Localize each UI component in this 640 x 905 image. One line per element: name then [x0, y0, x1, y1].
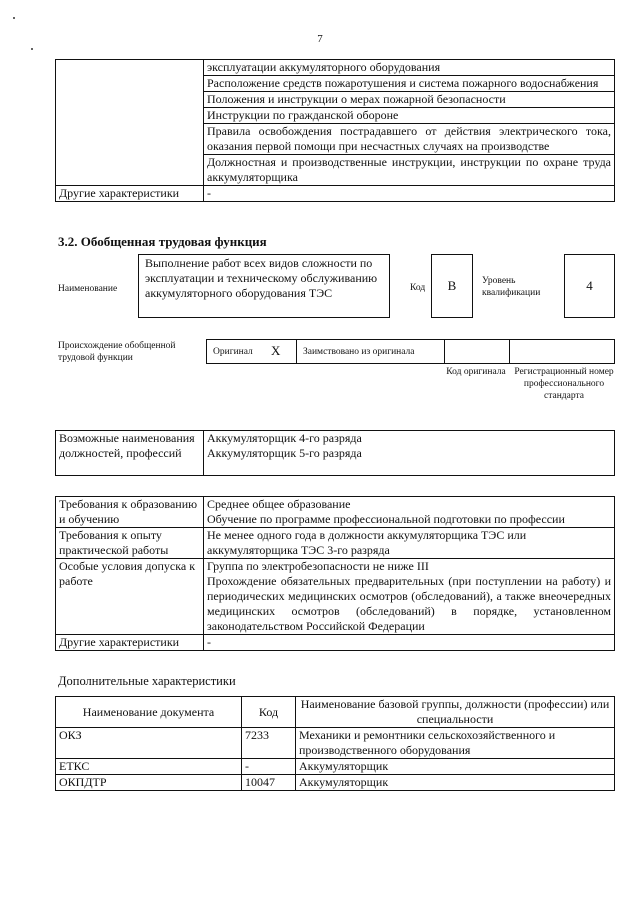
origin-divider [509, 340, 510, 363]
original-mark: X [271, 343, 281, 358]
table-row [56, 431, 615, 476]
table-label: Возможные наименования должностей, профессий [56, 431, 204, 476]
code-box [431, 254, 473, 318]
function-name-box [138, 254, 390, 318]
function-name: Выполнение работ всех видов сложности по эксплуатации и техническому обслуживанию аккумуляторного оборудования ТЭС [145, 256, 378, 300]
table-cell [204, 497, 615, 528]
scan-dot [31, 48, 33, 50]
origin-row [206, 339, 615, 364]
additional-table [55, 696, 615, 791]
table-row [56, 186, 615, 202]
table-row [56, 635, 615, 651]
table-row [56, 759, 615, 775]
requirement-item: Группа по электробезопасности не ниже III [207, 559, 429, 573]
table-cell: Не менее одного года в должности аккумуляторщика ТЭС или аккумуляторщика ТЭС 3-го разряда [204, 528, 615, 559]
table-cell: Положения и инструкции о мерах пожарной безопасности [204, 92, 615, 108]
table-cell: Механики и ремонтники сельскохозяйственного и производственного оборудования [296, 728, 615, 759]
origin-label: Происхождение обобщенной трудовой функции [58, 341, 176, 363]
table-cell: ОКПДТР [56, 775, 242, 791]
level-box [564, 254, 615, 318]
additional-title: Дополнительные характеристики [58, 674, 236, 688]
column-header: Код [242, 697, 296, 728]
table-label: Требования к опыту практической работы [56, 528, 204, 559]
table-label: Требования к образованию и обучению [56, 497, 204, 528]
code-original-label: Код оригинала [446, 367, 506, 377]
table-label: Другие характеристики [56, 635, 204, 651]
table-cell: Должностная и производственные инструкции, инструкции по охране труда аккумуляторщика [204, 155, 615, 186]
section-title: 3.2. Обобщенная трудовая функция [58, 234, 267, 249]
table-cell: Инструкции по гражданской обороне [204, 108, 615, 124]
page-number: 7 [317, 33, 323, 45]
borrowed-label: Заимствовано из оригинала [303, 347, 415, 357]
table-row [56, 775, 615, 791]
table-header-row [56, 697, 615, 728]
table-cell [204, 431, 615, 476]
table-cell: 10047 [242, 775, 296, 791]
requirement-item: Обучение по программе профессиональной подготовки по профессии [207, 512, 565, 526]
table-cell: 7233 [242, 728, 296, 759]
table-cell: Расположение средств пожаротушения и система пожарного водоснабжения [204, 76, 615, 92]
table-row [56, 528, 615, 559]
code-label: Код [410, 283, 426, 293]
table-cell: - [242, 759, 296, 775]
empty-label-cell [56, 60, 204, 186]
level-label: Уровень квалификации [482, 276, 541, 298]
requirements-table [55, 496, 615, 651]
table-row [56, 559, 615, 635]
table-row [56, 497, 615, 528]
reg-number-label: Регистрационный номер профессионального стандарта [514, 367, 614, 401]
table-cell: ЕТКС [56, 759, 242, 775]
positions-table [55, 430, 615, 476]
code-value: В [447, 278, 457, 293]
table-cell: - [204, 186, 615, 202]
position-item: Аккумуляторщик 5-го разряда [207, 446, 362, 460]
column-header: Наименование базовой группы, должности (профессии) или специальности [296, 697, 615, 728]
scan-dot [13, 17, 15, 19]
table-label: Особые условия допуска к работе [56, 559, 204, 635]
table-cell: Правила освобождения пострадавшего от действия электрического тока, оказания первой помощи при несчастных случаях на производстве [204, 124, 615, 155]
table-label: Другие характеристики [56, 186, 204, 202]
original-label: Оригинал [213, 347, 253, 357]
requirement-item: Среднее общее образование [207, 497, 351, 511]
table-cell: эксплуатации аккумуляторного оборудования [204, 60, 615, 76]
table-row [56, 60, 615, 76]
table-cell: Аккумуляторщик [296, 775, 615, 791]
origin-divider [296, 340, 297, 363]
table-cell: - [204, 635, 615, 651]
requirement-item: Прохождение обязательных предварительных (при поступлении на работу) и периодических медицинских осмотров (обследований), а также внеочередных медицинских осмотров (обследований) в порядке, установленном законодательством Российской Федерации [207, 574, 611, 633]
column-header: Наименование документа [56, 697, 242, 728]
table-cell: ОКЗ [56, 728, 242, 759]
table-row [56, 728, 615, 759]
origin-divider [444, 340, 445, 363]
continuation-table [55, 59, 615, 202]
level-value: 4 [586, 278, 593, 293]
name-label: Наименование [58, 284, 118, 294]
table-cell: Аккумуляторщик [296, 759, 615, 775]
table-cell [204, 559, 615, 635]
position-item: Аккумуляторщик 4-го разряда [207, 431, 362, 445]
